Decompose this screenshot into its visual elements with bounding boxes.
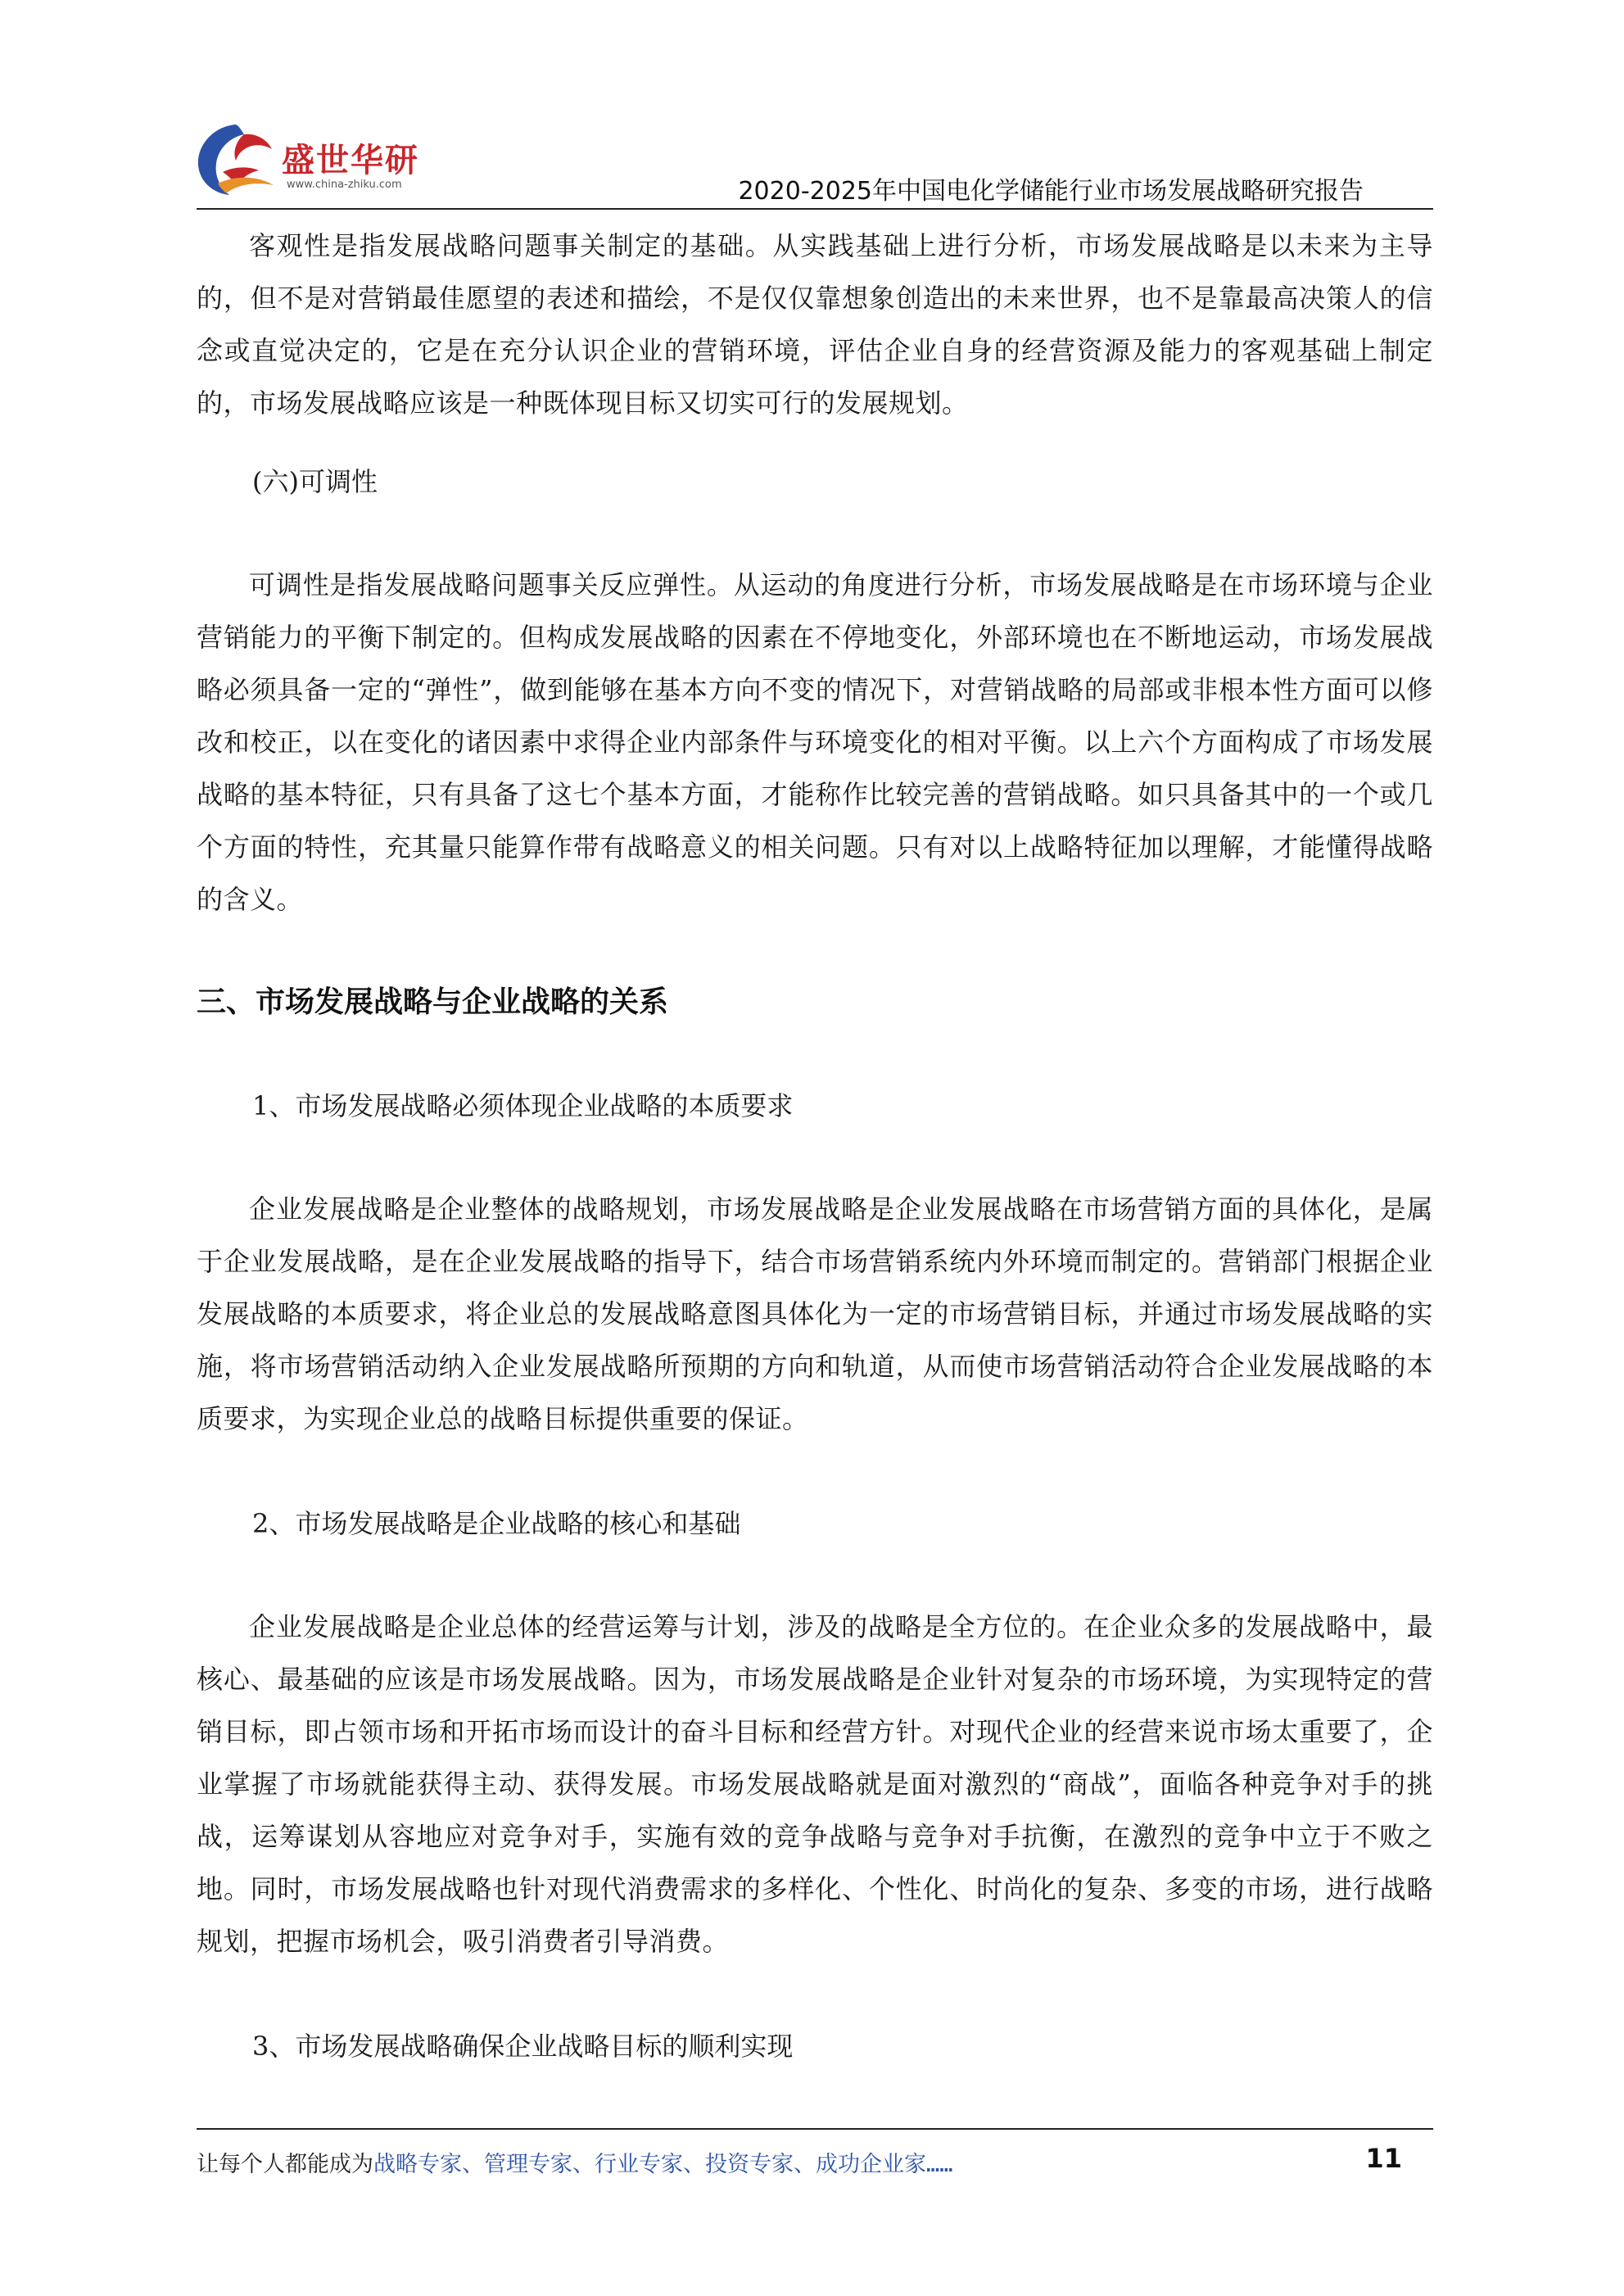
section-heading-3: 三、市场发展战略与企业战略的关系 [197, 985, 669, 1019]
header-divider [197, 208, 1433, 210]
paragraph-adjustability: 可调性是指发展战略问题事关反应弹性。从运动的角度进行分析，市场发展战略是在市场环境与企业营销能力的平衡下制定的。但构成发展战略的因素在不停地变化，外部环境也在不断地运动，市场发展战略必须具备一定的“弹性”，做到能够在基本方向不变的情况下，对营销战略的局部或非根本性方面可以修改和校正，以在变化的诸因素中求得企业内部条件与环境变化的相对平衡。以上六个方面构成了市场发展战略的基本特征，只有具备了这七个基本方面，才能称作比较完善的营销战略。如只具备其中的一个或几个方面的特性，充其量只能算作带有战略意义的相关问题。只有对以上战略特征加以理解，才能懂得战略的含义。 [197, 569, 1433, 915]
report-title: 2020-2025年中国电化学储能行业市场发展战略研究报告 [738, 177, 1364, 206]
subheading-1: 1、市场发展战略必须体现企业战略的本质要求 [252, 1090, 794, 1121]
footer-slogan [197, 2146, 953, 2178]
document-body [197, 220, 1433, 2072]
slogan-highlight: 战略专家、管理专家、行业专家、投资专家、成功企业家…… [373, 2152, 953, 2177]
logo-website: www.china-zhiku.com [287, 179, 402, 191]
slogan-prefix: 让每个人都能成为 [197, 2152, 373, 2177]
logo-brand-name: 盛世华研 [282, 142, 419, 179]
page-header [0, 0, 1624, 205]
subheading-2: 2、市场发展战略是企业战略的核心和基础 [252, 1508, 741, 1539]
page-footer [197, 2143, 1433, 2187]
paragraph-objectivity: 客观性是指发展战略问题事关制定的基础。从实践基础上进行分析，市场发展战略是以未来为主导的，但不是对营销最佳愿望的表述和描绘，不是仅仅靠想象创造出的未来世界，也不是靠最高决策人的信念或直觉决定的，它是在充分认识企业的营销环境，评估企业自身的经营资源及能力的客观基础上制定的，市场发展战略应该是一种既体现目标又切实可行的发展规划。 [197, 230, 1433, 419]
page-number: 11 [1365, 2143, 1402, 2174]
company-logo [190, 115, 436, 205]
footer-divider [197, 2128, 1433, 2130]
paragraph-2: 企业发展战略是企业总体的经营运筹与计划，涉及的战略是全方位的。在企业众多的发展战略中，最核心、最基础的应该是市场发展战略。因为，市场发展战略是企业针对复杂的市场环境，为实现特定的营销目标，即占领市场和开拓市场而设计的奋斗目标和经营方针。对现代企业的经营来说市场太重要了，企业掌握了市场就能获得主动、获得发展。市场发展战略就是面对激烈的“商战”，面临各种竞争对手的挑战，运筹谋划从容地应对竞争对手，实施有效的竞争战略与竞争对手抗衡，在激烈的竞争中立于不败之地。同时，市场发展战略也针对现代消费需求的多样化、个性化、时尚化的复杂、多变的市场，进行战略规划，把握市场机会，吸引消费者引导消费。 [197, 1611, 1433, 1957]
paragraph-1: 企业发展战略是企业整体的战略规划，市场发展战略是企业发展战略在市场营销方面的具体化，是属于企业发展战略，是在企业发展战略的指导下，结合市场营销系统内外环境而制定的。营销部门根据企业发展战略的本质要求，将企业总的发展战略意图具体化为一定的市场营销目标，并通过市场发展战略的实施，将市场营销活动纳入企业发展战略所预期的方向和轨道，从而使市场营销活动符合企业发展战略的本质要求，为实现企业总的战略目标提供重要的保证。 [197, 1193, 1433, 1434]
subheading-3: 3、市场发展战略确保企业战略目标的顺利实现 [252, 2031, 794, 2062]
logo-emblem-icon [190, 115, 282, 205]
subheading-adjustability: (六)可调性 [252, 466, 378, 497]
